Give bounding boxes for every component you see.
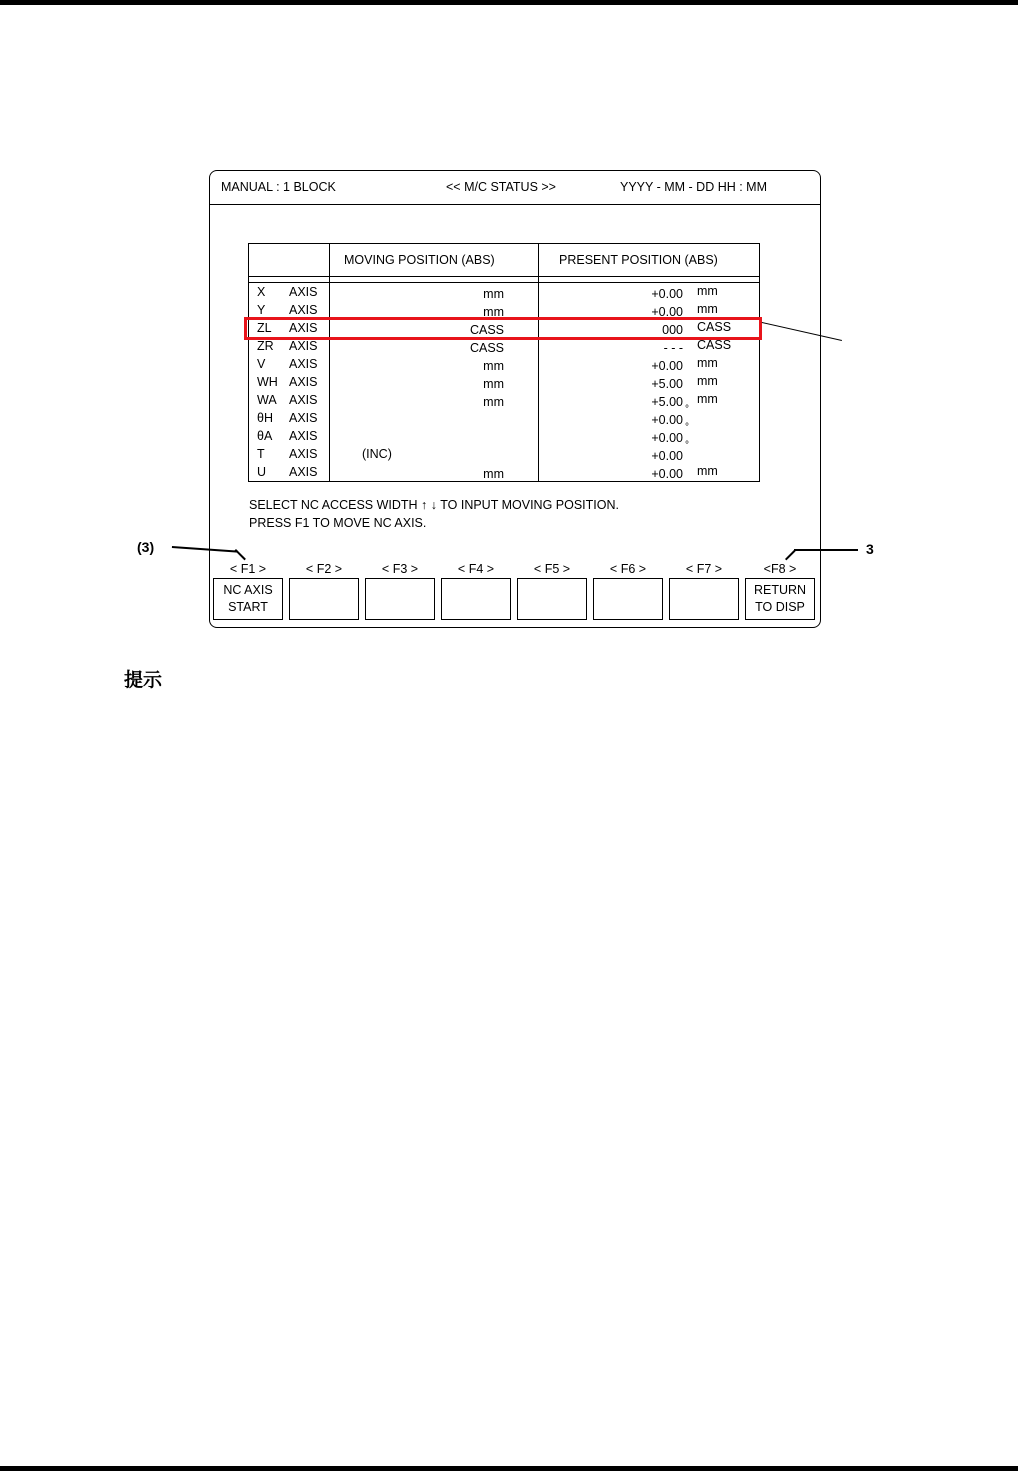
axis-row[interactable]	[249, 463, 760, 482]
axis-name-cell	[249, 463, 330, 482]
present-position-cell	[539, 391, 760, 409]
axis-label: AXIS	[289, 339, 318, 353]
present-position-cell	[539, 422, 760, 445]
axis-name-cell	[249, 283, 330, 302]
present-position-value: +0.00	[651, 305, 683, 319]
present-position-unit: °	[685, 440, 689, 451]
present-position-value: +5.00	[651, 395, 683, 409]
fkey-button-f4[interactable]	[441, 578, 511, 620]
axis-label: AXIS	[289, 321, 318, 335]
present-position-unit: mm	[697, 284, 718, 298]
annotation-right-line	[794, 549, 858, 551]
fkey-button-f8[interactable]	[745, 578, 815, 620]
moving-position-cell[interactable]	[330, 463, 539, 482]
moving-position-cell[interactable]	[330, 427, 539, 445]
moving-position-cell[interactable]	[330, 373, 539, 391]
bottom-rule	[0, 1466, 1018, 1471]
axis-id: WA	[257, 393, 277, 407]
present-position-unit: mm	[697, 392, 718, 406]
moving-position-value: CASS	[469, 341, 504, 355]
present-position-value: +0.00	[651, 287, 683, 301]
instruction-line-1: SELECT NC ACCESS WIDTH ↑ ↓ TO INPUT MOVING POSITION.	[249, 498, 619, 512]
present-position-unit: °	[685, 404, 689, 415]
fkey-label-f1: < F1 >	[229, 562, 267, 576]
axis-id: WH	[257, 375, 278, 389]
axis-row[interactable]	[249, 409, 760, 427]
fkey-label-f2: < F2 >	[305, 562, 343, 576]
annotation-right: 3	[866, 541, 874, 557]
present-position-unit: mm	[697, 374, 718, 388]
axis-id: V	[257, 357, 266, 371]
present-position-unit: mm	[697, 356, 718, 370]
fkey-button-f7[interactable]	[669, 578, 739, 620]
axis-id: U	[257, 465, 267, 479]
axis-name-cell	[249, 445, 330, 463]
axis-label: AXIS	[289, 411, 318, 425]
present-position-value: +0.00	[651, 431, 683, 445]
fkey-button-f6[interactable]	[593, 578, 663, 620]
axis-row[interactable]	[249, 391, 760, 409]
axis-id: X	[257, 285, 266, 299]
moving-position-value: mm	[483, 359, 504, 373]
instruction-line-2: PRESS F1 TO MOVE NC AXIS.	[249, 516, 427, 530]
axis-row[interactable]	[249, 283, 760, 302]
present-position-value: 000	[662, 323, 683, 337]
fkey-button-text: NC AXIS START	[223, 583, 273, 614]
mode-label: MANUAL : 1 BLOCK	[221, 180, 336, 194]
axis-row[interactable]	[249, 373, 760, 391]
axis-id: T	[257, 447, 265, 461]
moving-position-value: mm	[483, 377, 504, 391]
fkey-label-f4: < F4 >	[457, 562, 495, 576]
fkey-label-f7: < F7 >	[685, 562, 723, 576]
fkey-label-f5: < F5 >	[533, 562, 571, 576]
axis-id: θA	[257, 429, 273, 443]
present-position-unit: CASS	[697, 338, 732, 352]
status-label: << M/C STATUS >>	[446, 180, 556, 194]
present-position-cell	[539, 373, 760, 391]
moving-position-value: CASS	[469, 323, 504, 337]
present-position-value: +0.00	[651, 449, 683, 463]
present-position-cell	[539, 463, 760, 482]
axis-name-cell	[249, 427, 330, 445]
present-position-header: PRESENT POSITION (ABS)	[539, 244, 760, 277]
moving-position-cell[interactable]	[330, 445, 539, 463]
fkey-button-f5[interactable]	[517, 578, 587, 620]
fkey-label-f3: < F3 >	[381, 562, 419, 576]
tip-heading: 提示	[124, 669, 163, 691]
axis-row[interactable]	[249, 445, 760, 463]
top-rule	[0, 0, 1018, 5]
moving-position-value: mm	[483, 467, 504, 481]
present-position-cell	[539, 283, 760, 302]
moving-position-value: mm	[483, 287, 504, 301]
axis-label: AXIS	[289, 429, 318, 443]
axis-name-cell	[249, 391, 330, 409]
moving-position-cell[interactable]	[330, 283, 539, 302]
present-position-value: +0.00	[651, 413, 683, 427]
datetime-label: YYYY - MM - DD HH : MM	[620, 180, 767, 194]
fkey-button-f2[interactable]	[289, 578, 359, 620]
present-position-unit: °	[685, 422, 689, 433]
axis-row[interactable]	[249, 427, 760, 445]
axis-id: ZL	[257, 321, 272, 335]
axis-label: AXIS	[289, 303, 318, 317]
moving-position-value: (INC)	[362, 447, 392, 461]
present-position-cell	[539, 440, 760, 463]
annotation-left: (3)	[137, 539, 155, 555]
axis-header-empty	[249, 244, 330, 277]
axis-id: θH	[257, 411, 273, 425]
moving-position-cell[interactable]	[330, 409, 539, 427]
present-position-value: +0.00	[651, 359, 683, 373]
axis-name-cell	[249, 355, 330, 373]
axis-id: Y	[257, 303, 266, 317]
fkey-button-f3[interactable]	[365, 578, 435, 620]
fkey-label-f8: <F8 >	[763, 562, 797, 576]
axis-id: ZR	[257, 339, 274, 353]
axis-name-cell	[249, 409, 330, 427]
present-position-value: - - -	[663, 341, 683, 355]
moving-position-value: mm	[483, 305, 504, 319]
fkey-button-text: RETURN TO DISP	[753, 583, 807, 614]
present-position-cell	[539, 355, 760, 373]
axis-label: AXIS	[289, 375, 318, 389]
header-divider	[210, 204, 821, 205]
axis-label: AXIS	[289, 357, 318, 371]
present-position-value: +5.00	[651, 377, 683, 391]
present-position-unit: mm	[697, 302, 718, 316]
moving-position-header: MOVING POSITION (ABS)	[330, 244, 539, 277]
present-position-unit: CASS	[697, 320, 732, 334]
axis-position-table	[248, 243, 760, 482]
fkey-button-f1[interactable]	[213, 578, 283, 620]
moving-position-value: mm	[483, 395, 504, 409]
zl-axis-highlight	[244, 317, 762, 340]
axis-label: AXIS	[289, 285, 318, 299]
axis-label: AXIS	[289, 393, 318, 407]
fkey-label-f6: < F6 >	[609, 562, 647, 576]
axis-name-cell	[249, 373, 330, 391]
axis-label: AXIS	[289, 465, 318, 479]
axis-row[interactable]	[249, 355, 760, 373]
present-position-value: +0.00	[651, 467, 683, 481]
present-position-cell	[539, 404, 760, 427]
moving-position-cell[interactable]	[330, 355, 539, 373]
present-position-unit: mm	[697, 464, 718, 478]
axis-label: AXIS	[289, 447, 318, 461]
moving-position-cell[interactable]	[330, 391, 539, 409]
